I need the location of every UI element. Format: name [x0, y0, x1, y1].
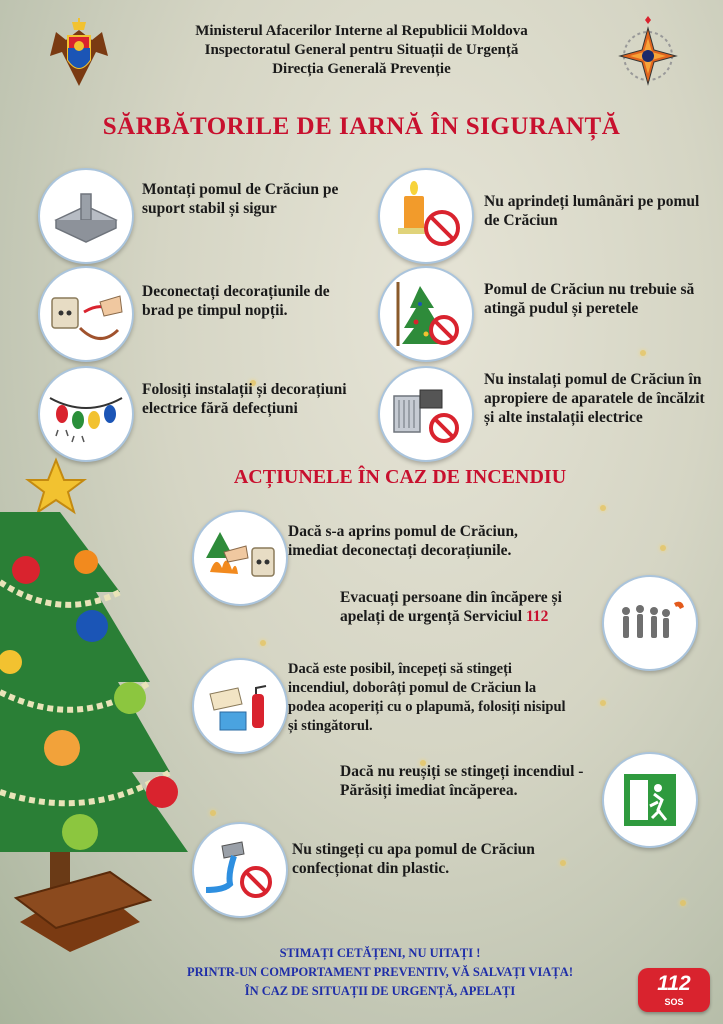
- no-candle-icon: [378, 168, 474, 264]
- header-line-ministry: Ministerul Afacerilor Interne al Republicii Moldova: [195, 23, 528, 39]
- tip-safe-decorations: Folosiți instalații și decorațiuni electrice fără defecțiuni: [142, 381, 347, 417]
- light-bulbs-icon: [38, 366, 134, 462]
- sos-number: 112: [657, 972, 691, 995]
- fire-action-extinguish: Dacă este posibil, începeți să stingeți incendiul, doborâți pomul de Crăciun la podea acoperiți cu o plapumă, folosiți nisipul și stingătorul.: [288, 661, 566, 734]
- evacuation-call-icon: [602, 575, 698, 671]
- tree-stand-icon: [38, 168, 134, 264]
- igsu-emblem-icon: [612, 16, 684, 90]
- fire-action-unplug: Dacă s-a aprins pomul de Crăciun, imediat deconectați decorațiunile.: [288, 523, 518, 559]
- evacuate-text: Evacuați persoane din încăpere și apelați de urgență Serviciul: [340, 589, 562, 625]
- extinguisher-blanket-icon: [192, 658, 288, 754]
- fire-actions-title: ACȚIUNELE ÎN CAZ DE INCENDIU: [233, 466, 567, 488]
- emergency-number: 112: [526, 608, 549, 625]
- footer-line-reminder: STIMAȚI CETĂȚENI, NU UITAȚI !: [279, 946, 481, 960]
- header-line-directorate: Direcția Generală Prevenție: [272, 61, 451, 77]
- header-line-inspectorate: Inspectoratul General pentru Situații de Urgență: [204, 42, 519, 58]
- tree-wall-icon: [378, 266, 474, 362]
- footer-line-prevention: PRINTR-UN COMPORTAMENT PREVENTIV, VĂ SALVAȚI VIAȚA!: [187, 965, 573, 979]
- unplug-icon: [38, 266, 134, 362]
- fire-action-no-water: Nu stingeți cu apa pomul de Crăciun confecționat din plastic.: [292, 841, 535, 877]
- no-water-icon: [192, 822, 288, 918]
- christmas-tree-illustration: [0, 452, 200, 952]
- fire-action-evacuate: [340, 588, 590, 626]
- footer-line-call: ÎN CAZ DE SITUAȚII DE URGENȚĂ, APELAȚI: [244, 984, 516, 998]
- exit-sign-icon: [602, 752, 698, 848]
- tip-disconnect-night: Deconectați decorațiunile de brad pe timpul nopții.: [142, 283, 330, 319]
- main-title: SĂRBĂTORILE DE IARNĂ ÎN SIGURANȚĂ: [102, 113, 621, 140]
- tip-no-candles: Nu aprindeți lumânări pe pomul de Crăciun: [484, 193, 700, 229]
- footer-message: [100, 944, 660, 1001]
- tip-tree-not-touch-wall: Pomul de Crăciun nu trebuie să atingă pudul și peretele: [484, 281, 695, 317]
- tip-stable-stand: Montați pomul de Crăciun pe suport stabil și sigur: [142, 181, 339, 217]
- tip-away-from-heaters: Nu instalați pomul de Crăciun în apropiere de aparatele de încălzit și alte instalații electrice: [484, 371, 705, 426]
- sos-112-badge: [638, 968, 710, 1012]
- no-heater-icon: [378, 366, 474, 462]
- burning-tree-unplug-icon: [192, 510, 288, 606]
- fire-action-leave: Dacă nu reușiți se stingeți incendiul -Părăsiți imediat încăperea.: [340, 763, 584, 799]
- sos-label: SOS: [664, 997, 684, 1007]
